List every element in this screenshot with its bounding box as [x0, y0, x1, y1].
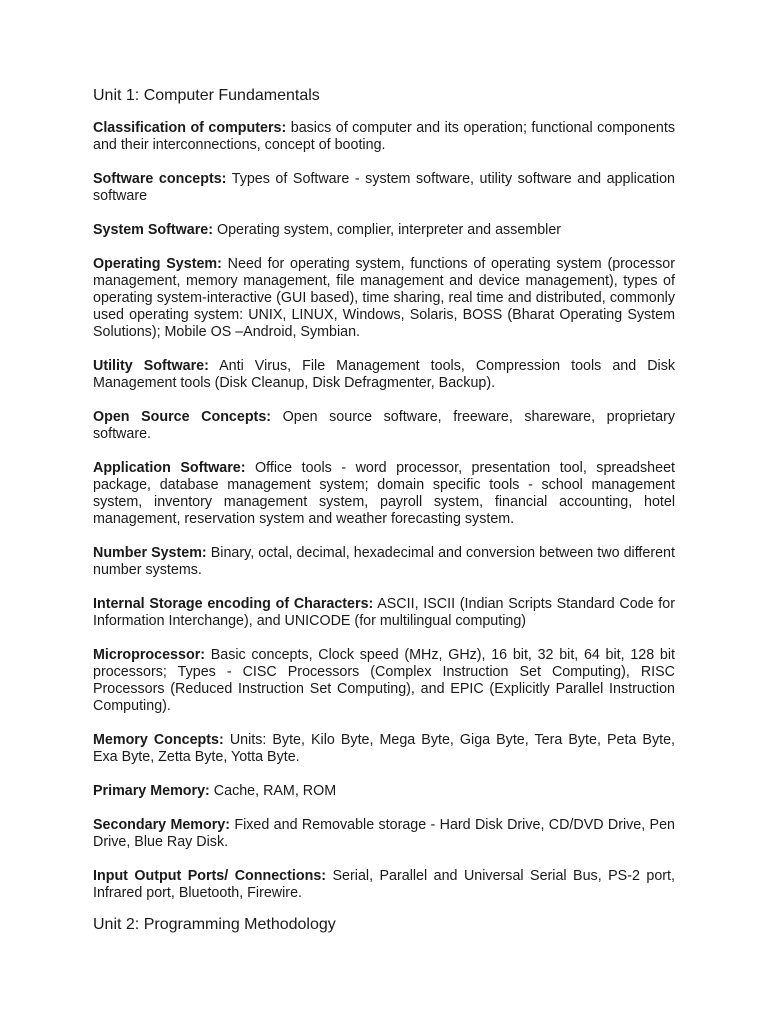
entry-internal-storage-encoding — [93, 596, 675, 630]
entry-term: Application Software: — [93, 460, 246, 476]
entry-description: Anti Virus, File Management tools, Compression tools and Disk Management tools (Disk Cleanup, Disk Defragmenter, Backup). — [93, 358, 676, 391]
entry-open-source-concepts — [93, 409, 675, 443]
entry-term: Number System: — [93, 545, 207, 561]
entry-description: basics of computer and its operation; functional components and their interconnections, concept of booting. — [93, 120, 675, 153]
entry-term: Microprocessor: — [93, 647, 206, 663]
entry-description: Basic concepts, Clock speed (MHz, GHz), 16 bit, 32 bit, 64 bit, 128 bit processors; Types - CISC Processors (Complex Instruction Set Computing), RISC Processors (Reduced Instruction Set Computing), and EPIC (Explicitly Parallel Instruction Computing). — [93, 647, 675, 714]
entry-term: Internal Storage encoding of Characters: — [93, 596, 374, 612]
unit-1-heading: Unit 1: Computer Fundamentals — [93, 87, 320, 104]
entry-description: Fixed and Removable storage - Hard Disk Drive, CD/DVD Drive, Pen Drive, Blue Ray Disk. — [93, 817, 675, 850]
entry-description: Serial, Parallel and Universal Serial Bus, PS-2 port, Infrared port, Bluetooth, Firewire. — [93, 868, 675, 901]
entry-term: Classification of computers: — [93, 120, 287, 136]
entry-description: Operating system, complier, interpreter and assembler — [216, 222, 562, 238]
entry-number-system — [93, 545, 675, 579]
entry-memory-concepts — [93, 732, 675, 766]
entry-primary-memory — [93, 783, 675, 800]
unit-2-heading: Unit 2: Programming Methodology — [93, 916, 336, 933]
entry-description: Need for operating system, functions of operating system (processor management, memory management, file management and device management), types of operating system-interactive (GUI based), time sharing, real time and distributed, commonly used operating system: UNIX, LINUX, Windows, Solaris, BOSS (Bharat Operating System Solutions); Mobile OS –Android, Symbian. — [93, 256, 675, 340]
entry-utility-software — [93, 358, 675, 392]
entry-term: System Software: — [93, 222, 213, 238]
entry-term: Utility Software: — [93, 358, 209, 374]
entry-description: Binary, octal, decimal, hexadecimal and conversion between two different number systems. — [93, 545, 675, 578]
entry-description: Types of Software - system software, utility software and application software — [93, 171, 675, 204]
document-page — [93, 86, 675, 935]
entry-classification-of-computers — [93, 120, 675, 154]
entry-operating-system — [93, 256, 675, 341]
entry-term: Memory Concepts: — [93, 732, 224, 748]
entry-description: Open source software, freeware, shareware, proprietary software. — [93, 409, 675, 442]
entry-term: Input Output Ports/ Connections: — [93, 868, 327, 884]
entry-term: Open Source Concepts: — [93, 409, 272, 425]
entry-term: Secondary Memory: — [93, 817, 231, 833]
entry-application-software — [93, 460, 675, 528]
entry-description: Units: Byte, Kilo Byte, Mega Byte, Giga Byte, Tera Byte, Peta Byte, Exa Byte, Zetta Byte, Yotta Byte. — [93, 732, 675, 765]
entry-system-software — [93, 222, 675, 239]
entry-secondary-memory — [93, 817, 675, 851]
entry-term: Software concepts: — [93, 171, 227, 187]
entry-description: ASCII, ISCII (Indian Scripts Standard Code for Information Interchange), and UNICODE (for multilingual computing) — [93, 596, 675, 629]
entry-description: Cache, RAM, ROM — [213, 783, 337, 799]
entry-input-output-ports — [93, 868, 675, 902]
entry-term: Operating System: — [93, 256, 222, 272]
entry-microprocessor — [93, 647, 675, 715]
entry-software-concepts — [93, 171, 675, 205]
entry-description: Office tools - word processor, presentation tool, spreadsheet package, database management system; domain specific tools - school management system, inventory management system, payroll system, financial accounting, hotel management, reservation system and weather forecasting system. — [93, 460, 675, 527]
entry-term: Primary Memory: — [93, 783, 210, 799]
